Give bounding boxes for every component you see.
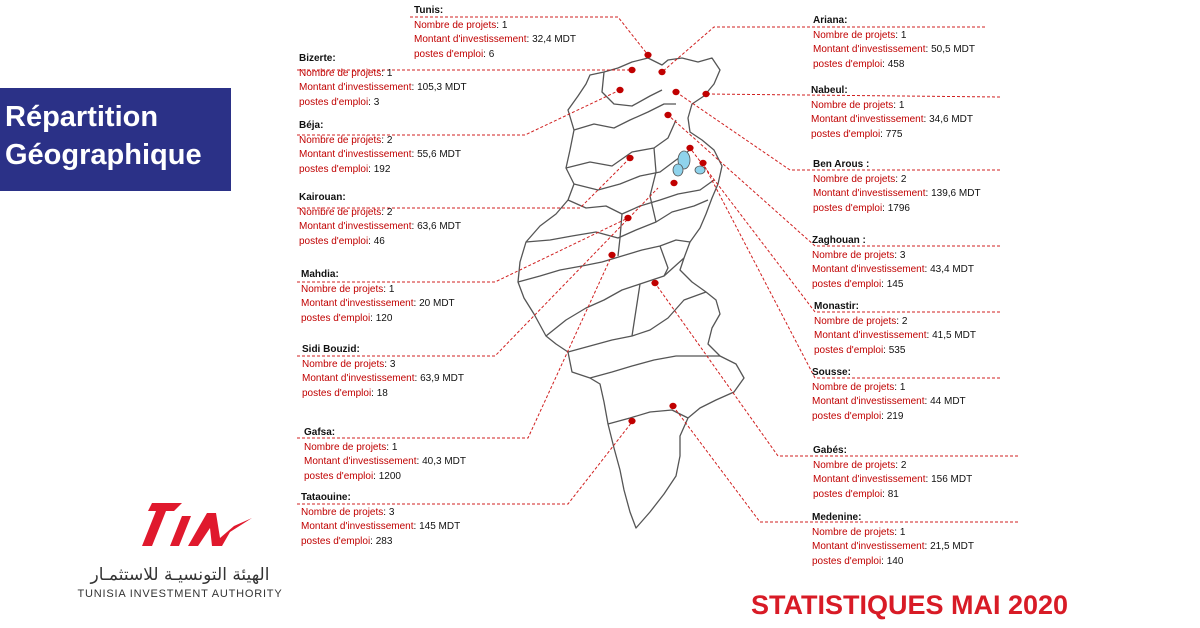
investment-line: Montant d'investissement: 63,9 MDT [302, 373, 464, 384]
jobs-line: postes d'emploi: 6 [414, 48, 495, 60]
investment-label: Montant d'investissement [812, 541, 925, 552]
investment-label: Montant d'investissement [301, 521, 414, 532]
jobs-line: postes d'emploi: 18 [302, 387, 388, 399]
jobs-label: postes d'emploi [813, 488, 883, 500]
investment-label: Montant d'investissement [299, 82, 412, 93]
jobs-label: postes d'emploi [299, 163, 369, 175]
jobs-label: postes d'emploi [304, 470, 374, 482]
region-label-zaghouan [812, 234, 974, 292]
projects-label: Nombre de projets [414, 19, 497, 31]
jobs-value: 775 [885, 128, 903, 140]
investment-label: Montant d'investissement [299, 149, 412, 160]
region-name: Tunis: [414, 5, 444, 16]
region-label-medenine [812, 511, 974, 569]
investment-label: Montant d'investissement [813, 474, 926, 485]
jobs-label: postes d'emploi [299, 96, 369, 108]
projects-label: Nombre de projets [812, 381, 895, 393]
investment-label: Montant d'investissement [301, 298, 414, 309]
marker-ariana [658, 69, 665, 75]
projects-line: Nombre de projets: 3 [812, 249, 906, 261]
jobs-label: postes d'emploi [301, 535, 371, 547]
projects-label: Nombre de projets [299, 206, 382, 218]
country-outline [518, 58, 744, 528]
logo-english-text: TUNISIA INVESTMENT AUTHORITY [77, 588, 283, 600]
marker-sousse [699, 160, 706, 166]
investment-label: Montant d'investissement [812, 396, 925, 407]
region-name: Béja: [299, 120, 324, 131]
jobs-value: 145 [886, 278, 904, 290]
region-name: Nabeul: [811, 85, 848, 96]
region-name: Medenine: [812, 512, 862, 523]
investment-line: Montant d'investissement: 63,6 MDT [299, 221, 461, 232]
jobs-line: postes d'emploi: 458 [813, 58, 905, 70]
investment-value: 139,6 MDT [931, 188, 981, 199]
investment-value: 105,3 MDT [417, 82, 467, 93]
region-label-gafsa [304, 426, 466, 484]
marker-ben-arous [672, 89, 679, 95]
region-label-ariana [813, 14, 975, 72]
investment-line: Montant d'investissement: 50,5 MDT [813, 44, 975, 55]
jobs-line: postes d'emploi: 1796 [813, 202, 910, 214]
jobs-label: postes d'emploi [811, 128, 881, 140]
jobs-value: 120 [375, 312, 393, 324]
region-label-beja [299, 119, 461, 177]
investment-line: Montant d'investissement: 156 MDT [813, 474, 973, 485]
marker-kairouan [626, 155, 633, 161]
jobs-label: postes d'emploi [812, 278, 882, 290]
jobs-label: postes d'emploi [813, 202, 883, 214]
jobs-value: 1796 [887, 202, 910, 214]
marker-tataouine [628, 418, 635, 424]
projects-label: Nombre de projets [812, 249, 895, 261]
investment-label: Montant d'investissement [814, 330, 927, 341]
region-label-gabes [813, 444, 972, 502]
jobs-line: postes d'emploi: 81 [813, 488, 899, 500]
projects-value: 3 [389, 358, 396, 370]
investment-line: Montant d'investissement: 44 MDT [812, 396, 966, 407]
projects-value: 1 [388, 283, 395, 295]
projects-label: Nombre de projets [302, 358, 385, 370]
investment-label: Montant d'investissement [299, 221, 412, 232]
investment-value: 156 MDT [931, 474, 973, 485]
jobs-label: postes d'emploi [814, 344, 884, 356]
region-name: Kairouan: [299, 192, 346, 203]
jobs-label: postes d'emploi [414, 48, 484, 60]
jobs-line: postes d'emploi: 1200 [304, 470, 401, 482]
investment-label: Montant d'investissement [811, 114, 924, 125]
projects-value: 1 [899, 381, 906, 393]
region-label-mahdia [301, 268, 455, 326]
projects-line: Nombre de projets: 2 [813, 173, 907, 185]
investment-value: 20 MDT [419, 298, 455, 309]
projects-value: 1 [899, 526, 906, 538]
jobs-line: postes d'emploi: 46 [299, 235, 385, 247]
projects-value: 1 [391, 441, 398, 453]
title-line-2: Géographique [5, 139, 202, 171]
investment-line: Montant d'investissement: 21,5 MDT [812, 541, 974, 552]
region-name: Gafsa: [304, 427, 336, 438]
investment-line: Montant d'investissement: 20 MDT [301, 298, 455, 309]
projects-label: Nombre de projets [299, 134, 382, 146]
investment-line: Montant d'investissement: 34,6 MDT [811, 114, 973, 125]
title-line-1: Répartition [5, 101, 159, 133]
projects-line: Nombre de projets: 2 [814, 315, 908, 327]
investment-line: Montant d'investissement: 139,6 MDT [813, 188, 981, 199]
jobs-label: postes d'emploi [302, 387, 372, 399]
marker-beja [616, 87, 623, 93]
projects-label: Nombre de projets [813, 459, 896, 471]
projects-line: Nombre de projets: 1 [301, 283, 395, 295]
projects-line: Nombre de projets: 3 [302, 358, 396, 370]
investment-value: 41,5 MDT [932, 330, 976, 341]
jobs-label: postes d'emploi [299, 235, 369, 247]
projects-label: Nombre de projets [811, 99, 894, 111]
region-name: Tataouine: [301, 492, 351, 503]
projects-line: Nombre de projets: 3 [301, 506, 395, 518]
jobs-label: postes d'emploi [301, 312, 371, 324]
region-label-ben-arous [813, 158, 981, 216]
region-label-nabeul [811, 84, 973, 142]
region-name: Ben Arous : [813, 159, 870, 170]
region-label-bizerte [299, 52, 467, 110]
region-name: Bizerte: [299, 53, 336, 64]
marker-gabes [651, 280, 658, 286]
projects-label: Nombre de projets [301, 283, 384, 295]
region-label-monastir [814, 300, 976, 358]
stats-title: STATISTIQUES MAI 2020 [751, 590, 1069, 620]
investment-value: 34,6 MDT [929, 114, 973, 125]
investment-label: Montant d'investissement [414, 34, 527, 45]
logo-arabic-text: الهيئة التونسيـة للاستثمـار [90, 565, 270, 585]
marker-bizerte [628, 67, 635, 73]
projects-line: Nombre de projets: 1 [414, 19, 508, 31]
projects-label: Nombre de projets [812, 526, 895, 538]
jobs-line: postes d'emploi: 775 [811, 128, 903, 140]
marker-gafsa [608, 252, 615, 258]
jobs-line: postes d'emploi: 3 [299, 96, 380, 108]
marker-medenine [669, 403, 676, 409]
jobs-value: 140 [886, 555, 904, 567]
projects-value: 2 [900, 459, 907, 471]
jobs-line: postes d'emploi: 192 [299, 163, 391, 175]
region-label-sidi-bouzid [302, 343, 464, 401]
region-label-kairouan [299, 191, 461, 249]
jobs-value: 192 [373, 163, 391, 175]
investment-value: 63,9 MDT [420, 373, 464, 384]
projects-label: Nombre de projets [814, 315, 897, 327]
investment-line: Montant d'investissement: 55,6 MDT [299, 149, 461, 160]
projects-line: Nombre de projets: 1 [811, 99, 905, 111]
projects-line: Nombre de projets: 2 [299, 206, 393, 218]
marker-monastir [686, 145, 693, 151]
investment-value: 145 MDT [419, 521, 461, 532]
marker-zaghouan [664, 112, 671, 118]
projects-line: Nombre de projets: 1 [812, 381, 906, 393]
projects-line: Nombre de projets: 1 [304, 441, 398, 453]
jobs-label: postes d'emploi [812, 410, 882, 422]
projects-label: Nombre de projets [304, 441, 387, 453]
jobs-value: 535 [888, 344, 906, 356]
jobs-value: 81 [887, 488, 899, 500]
jobs-line: postes d'emploi: 120 [301, 312, 393, 324]
jobs-line: postes d'emploi: 283 [301, 535, 393, 547]
projects-line: Nombre de projets: 2 [299, 134, 393, 146]
jobs-line: postes d'emploi: 140 [812, 555, 904, 567]
region-name: Sousse: [812, 367, 851, 378]
projects-label: Nombre de projets [813, 173, 896, 185]
investment-label: Montant d'investissement [304, 456, 417, 467]
projects-line: Nombre de projets: 1 [812, 526, 906, 538]
region-name: Zaghouan : [812, 235, 866, 246]
investment-line: Montant d'investissement: 43,4 MDT [812, 264, 974, 275]
investment-line: Montant d'investissement: 32,4 MDT [414, 34, 576, 45]
jobs-value: 458 [887, 58, 905, 70]
projects-label: Nombre de projets [299, 67, 382, 79]
region-label-tataouine [301, 491, 460, 549]
projects-value: 3 [388, 506, 395, 518]
region-name: Sidi Bouzid: [302, 344, 360, 355]
investment-value: 40,3 MDT [422, 456, 466, 467]
jobs-value: 1200 [378, 470, 401, 482]
projects-value: 1 [898, 99, 905, 111]
jobs-value: 18 [376, 387, 388, 399]
investment-value: 55,6 MDT [417, 149, 461, 160]
projects-value: 2 [386, 134, 393, 146]
investment-label: Montant d'investissement [813, 44, 926, 55]
projects-value: 1 [386, 67, 393, 79]
jobs-value: 46 [373, 235, 385, 247]
jobs-value: 6 [488, 48, 495, 60]
region-name: Monastir: [814, 301, 859, 312]
marker-sidi-bouzid [670, 180, 677, 186]
marker-tunis [644, 52, 651, 58]
jobs-value: 219 [886, 410, 904, 422]
projects-value: 2 [386, 206, 393, 218]
region-name: Mahdia: [301, 269, 339, 280]
marker-mahdia [624, 215, 631, 221]
projects-label: Nombre de projets [813, 29, 896, 41]
investment-line: Montant d'investissement: 40,3 MDT [304, 456, 466, 467]
investment-value: 63,6 MDT [417, 221, 461, 232]
projects-value: 2 [901, 315, 908, 327]
jobs-line: postes d'emploi: 535 [814, 344, 906, 356]
investment-label: Montant d'investissement [813, 188, 926, 199]
jobs-label: postes d'emploi [812, 555, 882, 567]
jobs-line: postes d'emploi: 145 [812, 278, 904, 290]
investment-value: 43,4 MDT [930, 264, 974, 275]
investment-label: Montant d'investissement [302, 373, 415, 384]
projects-value: 3 [899, 249, 906, 261]
investment-line: Montant d'investissement: 41,5 MDT [814, 330, 976, 341]
jobs-line: postes d'emploi: 219 [812, 410, 904, 422]
jobs-value: 3 [373, 96, 380, 108]
investment-value: 50,5 MDT [931, 44, 975, 55]
projects-value: 1 [501, 19, 508, 31]
region-name: Gabés: [813, 445, 847, 456]
marker-nabeul [702, 91, 709, 97]
investment-value: 44 MDT [930, 396, 966, 407]
projects-value: 1 [900, 29, 907, 41]
region-name: Ariana: [813, 15, 848, 26]
investment-label: Montant d'investissement [812, 264, 925, 275]
projects-value: 2 [900, 173, 907, 185]
region-label-sousse [812, 366, 966, 424]
projects-line: Nombre de projets: 1 [299, 67, 393, 79]
jobs-label: postes d'emploi [813, 58, 883, 70]
projects-line: Nombre de projets: 1 [813, 29, 907, 41]
jobs-value: 283 [375, 535, 393, 547]
projects-line: Nombre de projets: 2 [813, 459, 907, 471]
investment-value: 32,4 MDT [532, 34, 576, 45]
projects-label: Nombre de projets [301, 506, 384, 518]
investment-value: 21,5 MDT [930, 541, 974, 552]
investment-line: Montant d'investissement: 105,3 MDT [299, 82, 467, 93]
investment-line: Montant d'investissement: 145 MDT [301, 521, 461, 532]
